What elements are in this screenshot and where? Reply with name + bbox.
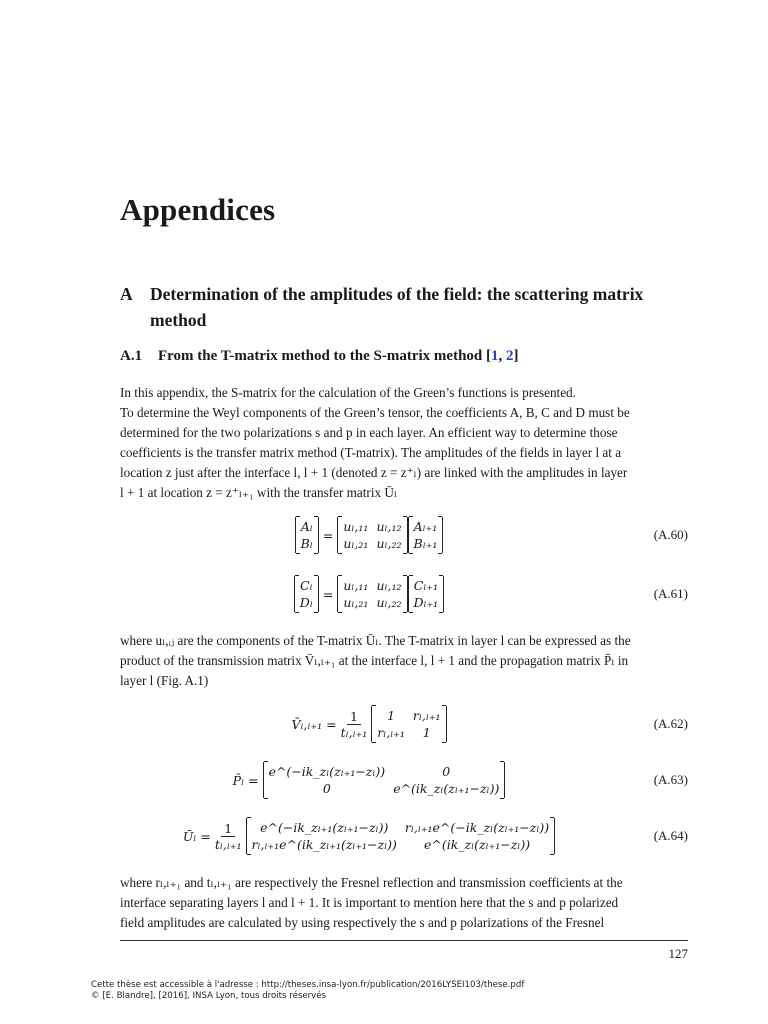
citation-separator: , — [498, 348, 507, 364]
equation-a61 — [120, 576, 688, 612]
section-title: Determination of the amplitudes of the field: the scattering matrix method — [150, 284, 644, 330]
subsection-heading — [120, 348, 519, 365]
matrix-entry: e^(−ik_zₗ₊₁(zₗ₊₁−zₗ)) — [260, 820, 389, 835]
matrix-entry: Aₗ — [300, 519, 313, 534]
matrix-entry: e^(ik_zₗ(zₗ₊₁−zₗ)) — [423, 837, 531, 852]
lhs-vector — [295, 517, 319, 553]
section-heading — [120, 281, 700, 333]
matrix-entry: Cₗ₊₁ — [413, 578, 438, 593]
fraction — [215, 821, 242, 852]
propagation-matrix — [263, 762, 506, 798]
fresnel-paragraph — [120, 873, 688, 933]
equation-number: (A.64) — [653, 828, 688, 843]
matrix-entry: uₗ,₂₂ — [376, 536, 402, 551]
paragraph-line: product of the transmission matrix V̄ₗ,ₗ₊₁ at the interface l, l + 1 and the propagation matrix P̄ₗ in — [120, 653, 629, 668]
paragraph-line: location z just after the interface l, l + 1 (denoted z = z⁺ₗ) are linked with the amplitudes in layer — [120, 465, 628, 480]
matrix-entry: e^(−ik_zₗ(zₗ₊₁−zₗ)) — [268, 764, 386, 779]
matrix-entry: Bₗ — [300, 536, 313, 551]
matrix-entry: uₗ,₁₁ — [343, 519, 369, 534]
matrix-entry: uₗ,₂₁ — [343, 595, 369, 610]
tmatrix — [246, 818, 556, 854]
equals-sign: = — [322, 527, 334, 543]
matrix-entry: 0 — [322, 781, 331, 796]
paragraph-line: field amplitudes are calculated by using respectively the s and p polarizations of the Fresnel — [120, 915, 605, 930]
equation-lhs: P̄ₗ = — [232, 772, 259, 788]
equation-lhs: V̄ₗ,ₗ₊₁ = — [291, 716, 337, 732]
footer-divider — [120, 940, 688, 941]
paragraph-line: To determine the Weyl components of the Green’s tensor, the coefficients A, B, C and D must be — [120, 405, 630, 420]
citation-link-2[interactable]: 2 — [506, 348, 514, 364]
fraction-numerator: 1 — [347, 709, 361, 725]
matrix-entry: Dₗ₊₁ — [413, 595, 439, 610]
paragraph-line: interface separating layers l and l + 1. It is important to mention here that the s and p polarized — [120, 895, 619, 910]
equation-lhs: Ūₗ = — [182, 828, 211, 844]
equation-number: (A.60) — [653, 527, 688, 542]
chapter-title: Appendices — [120, 192, 276, 227]
matrix-entry: uₗ,₂₂ — [376, 595, 402, 610]
matrix-entry: Dₗ — [299, 595, 313, 610]
matrix-entry: 1 — [387, 708, 396, 723]
fraction-denominator: tₗ,ₗ₊₁ — [340, 724, 368, 740]
equation-number: (A.63) — [653, 772, 688, 787]
footer-line: © [E. Blandre], [2016], INSA Lyon, tous droits réservés — [91, 991, 327, 1001]
paragraph-line: l + 1 at location z = z⁺ₗ₊₁ with the transfer matrix Ūₗ — [120, 485, 398, 500]
matrix-entry: rₗ,ₗ₊₁e^(−ik_zₗ(zₗ₊₁−zₗ)) — [404, 820, 550, 835]
footer-notice — [91, 980, 524, 1002]
matrix-entry: rₗ,ₗ₊₁ — [412, 708, 441, 723]
rhs-vector — [408, 576, 445, 612]
fraction — [341, 709, 368, 740]
paragraph-line: determined for the two polarizations s and p in each layer. An efficient way to determine those — [120, 425, 618, 440]
transfer-matrix — [337, 576, 407, 612]
equation-a64 — [120, 818, 688, 854]
intro-paragraph — [120, 383, 688, 503]
fraction-denominator: tₗ,ₗ₊₁ — [214, 836, 242, 852]
footer-line: Cette thèse est accessible à l'adresse : http://theses.insa-lyon.fr/publication/2016LYSEI103/these.pdf — [91, 980, 525, 990]
paragraph-line: coefficients is the transfer matrix method (T-matrix). The amplitudes of the fields in layer l at a — [120, 445, 622, 460]
equation-a62 — [120, 706, 688, 742]
citation-bracket-close: ] — [513, 348, 519, 364]
matrix-entry: Aₗ₊₁ — [413, 519, 438, 534]
citation-link-1[interactable]: 1 — [491, 348, 499, 364]
matrix-entry: rₗ,ₗ₊₁e^(ik_zₗ₊₁(zₗ₊₁−zₗ)) — [251, 837, 397, 852]
paragraph-line: where uₗ,ᵢⱼ are the components of the T-matrix Ūₗ. The T-matrix in layer l can be expressed as the — [120, 633, 631, 648]
equation-number: (A.62) — [653, 716, 688, 731]
paragraph-line: where rₗ,ₗ₊₁ and tₗ,ₗ₊₁ are respectively the Fresnel reflection and transmission coefficients at the — [120, 875, 623, 890]
transfer-matrix — [337, 517, 407, 553]
matrix-entry: Cₗ — [300, 578, 313, 593]
paragraph-line: In this appendix, the S-matrix for the calculation of the Green’s functions is presented. — [120, 385, 576, 400]
matrix-entry: 1 — [422, 725, 431, 740]
matrix-entry: uₗ,₁₁ — [343, 578, 369, 593]
matrix-entry: uₗ,₂₁ — [343, 536, 369, 551]
matrix-entry: rₗ,ₗ₊₁ — [377, 725, 405, 740]
matrix-entry: e^(ik_zₗ(zₗ₊₁−zₗ)) — [393, 781, 500, 796]
paragraph-line: layer l (Fig. A.1) — [120, 673, 209, 688]
matrix-entry: uₗ,₁₂ — [376, 578, 402, 593]
equation-number: (A.61) — [653, 586, 688, 601]
matrix-entry: 0 — [442, 764, 451, 779]
equation-a60 — [120, 517, 688, 553]
matrix-entry: Bₗ₊₁ — [413, 536, 438, 551]
page-number: 127 — [668, 946, 688, 961]
equals-sign: = — [322, 586, 334, 602]
lhs-vector — [294, 576, 319, 612]
citation-bracket-open: [ — [486, 348, 492, 364]
matrix-entry: uₗ,₁₂ — [376, 519, 402, 534]
section-number: A — [120, 284, 133, 304]
subsection-number: A.1 — [120, 348, 143, 364]
rhs-vector — [408, 517, 444, 553]
transmission-matrix — [371, 706, 446, 742]
fraction-numerator: 1 — [221, 821, 235, 837]
equation-a63 — [120, 762, 688, 798]
subsection-title: From the T-matrix method to the S-matrix method — [158, 348, 483, 364]
tmatrix-paragraph — [120, 631, 688, 691]
